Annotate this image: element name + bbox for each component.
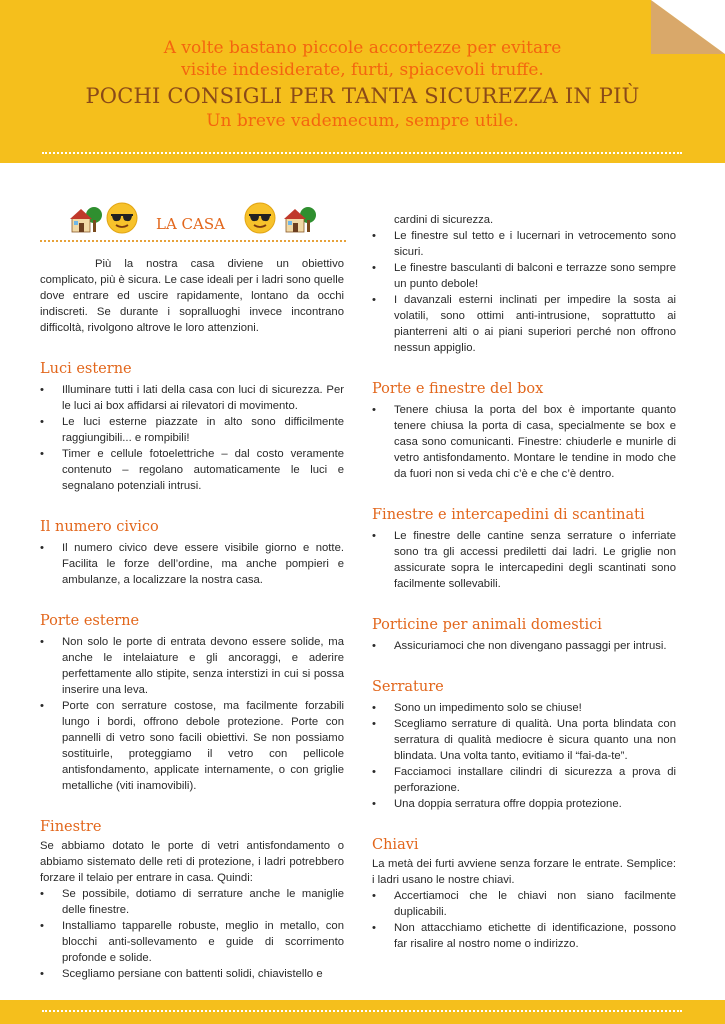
casa-dotted-divider <box>40 240 346 242</box>
section-porte-esterne <box>40 612 344 794</box>
list-item: • Porte con serrature costose, ma facilmente forzabili lungo i bordi, offrono debole protezione. Porte con pannelli di vetro sono facili obiettivi. Se non possiamo sostituirle, proteggiamo il vetro con pellicole antisfondamento, applicate internamente, o con griglie metalliche (viti inamovibili). <box>40 698 344 794</box>
list-item: • Assicuriamoci che non divengano passaggi per intrusi. <box>372 638 676 654</box>
list-item: • Le finestre sul tetto e i lucernari in vetrocemento sono sicuri. <box>372 228 676 260</box>
section-luci-esterne <box>40 360 344 494</box>
list-item: • Scegliamo persiane con battenti solidi, chiavistello e <box>40 966 344 982</box>
right-column <box>372 212 676 952</box>
list-item: • Sono un impedimento solo se chiuse! <box>372 700 676 716</box>
casa-title: LA CASA <box>156 215 225 233</box>
list-item: • Non solo le porte di entrata devono essere solide, ma anche le intelaiature e gli ancoraggi, e aderire perfettamente allo stipite, senza interstizi in cui si possa inserire una leva. <box>40 634 344 698</box>
house-icon <box>68 204 102 234</box>
list-item: • Facciamoci installare cilindri di sicurezza a prova di perforazione. <box>372 764 676 796</box>
list-item: • Le finestre delle cantine senza serrature o inferriate sono tra gli accessi prediletti dai ladri. Le griglie non assicurate sopra le intercapedini degli scantinati sono facilmente sollevabili. <box>372 528 676 592</box>
section-scantinati <box>372 506 676 592</box>
left-column <box>40 206 344 982</box>
footer-band <box>0 1000 725 1024</box>
header-dotted-divider <box>42 152 682 154</box>
header-line-2: visite indesiderate, furti, spiacevoli truffe. <box>181 60 544 80</box>
sunglasses-emoji-icon <box>106 202 138 234</box>
list-item: • Se possibile, dotiamo di serrature anche le maniglie delle finestre. <box>40 886 344 918</box>
section-chiavi <box>372 836 676 952</box>
section-serrature <box>372 678 676 812</box>
page-title: POCHI CONSIGLI PER TANTA SICUREZZA IN PIÙ <box>85 84 640 108</box>
section-intro: Se abbiamo dotato le porte di vetri antisfondamento o abbiamo sistemato delle reti di protezione, i ladri potrebbero forzare il telaio per entrare in casa. Quindi: <box>40 840 344 884</box>
section-numero-civico <box>40 518 344 588</box>
section-title: Chiavi <box>372 837 419 853</box>
section-title: Porticine per animali domestici <box>372 617 602 633</box>
list-item: • Le finestre basculanti di balconi e terrazze sono sempre un punto debole! <box>372 260 676 292</box>
list-item: • Non attacchiamo etichette di identificazione, possono far risalire al nostro nome o indirizzo. <box>372 920 676 952</box>
casa-intro: Più la nostra casa diviene un obiettivo complicato, più è sicura. Le case ideali per i ladri sono quelle dove entrare ed uscire rapidamente, lontano da occhi indiscreti. Se durante i sopralluoghi invece incontrano difficoltà, rivolgono altrove le loro attenzioni. <box>40 258 344 334</box>
house-icon <box>282 204 316 234</box>
list-item: • Le luci esterne piazzate in alto sono difficilmente raggiungibili... e rompibili! <box>40 414 344 446</box>
list-item: • Accertiamoci che le chiavi non siano facilmente duplicabili. <box>372 888 676 920</box>
list-item: • Scegliamo serrature di qualità. Una porta blindata con serratura di qualità mediocre è sicura quanto una non blindata. Una volta tanto, evitiamo il “fai-da-te”. <box>372 716 676 764</box>
continued-text: cardini di sicurezza. <box>394 214 494 226</box>
section-finestre <box>40 818 344 982</box>
section-title: Luci esterne <box>40 361 132 377</box>
list-item: • Tenere chiusa la porta del box è importante quanto tenere chiusa la porta di casa, specialmente se box e casa sono comunicanti. Finestre: chiuderle e munirle di vetro antisfondamento. Montare le tendine in modo che da fuori non si veda chi c’è e che c’è dentro. <box>372 402 676 482</box>
section-title: Porte esterne <box>40 613 140 629</box>
section-title: Finestre <box>40 819 102 835</box>
section-title: Finestre e intercapedini di scantinati <box>372 507 645 523</box>
casa-heading <box>40 206 344 236</box>
list-item: • Timer e cellule fotoelettriche – dal costo veramente contenuto – regolano automaticamente le luci e segnalano potenziali intrusi. <box>40 446 344 494</box>
header-line-1: A volte bastano piccole accortezze per evitare <box>163 38 562 58</box>
section-intro: La metà dei furti avviene senza forzare le entrate. Semplice: i ladri usano le nostre chiavi. <box>372 858 676 886</box>
header-banner <box>0 0 725 163</box>
list-item: • I davanzali esterni inclinati per impedire la sosta ai volatili, sono ottimi anti-intrusione, soprattutto ai pianterreni alti o ai piani superiori perché non offrono nessun appiglio. <box>372 292 676 356</box>
page-subtitle: Un breve vademecum, sempre utile. <box>206 111 519 131</box>
sunglasses-emoji-icon <box>244 202 276 234</box>
section-porticine-animali <box>372 616 676 654</box>
list-item: • Una doppia serratura offre doppia protezione. <box>372 796 676 812</box>
list-item: • Il numero civico deve essere visibile giorno e notte. Facilita le forze dell’ordine, ma anche pompieri e ambulanze, a localizzare la nostra casa. <box>40 540 344 588</box>
list-item: • Installiamo tapparelle robuste, meglio in metallo, con blocchi anti-sollevamento e guide di scorrimento profonde e solide. <box>40 918 344 966</box>
list-item: • Illuminare tutti i lati della casa con luci di sicurezza. Per le luci ai box affidarsi ai rilevatori di movimento. <box>40 382 344 414</box>
section-title: Serrature <box>372 679 444 695</box>
footer-dotted-divider <box>42 1010 682 1012</box>
section-porte-finestre-box <box>372 380 676 482</box>
section-title: Porte e finestre del box <box>372 381 544 397</box>
section-title: Il numero civico <box>40 519 159 535</box>
